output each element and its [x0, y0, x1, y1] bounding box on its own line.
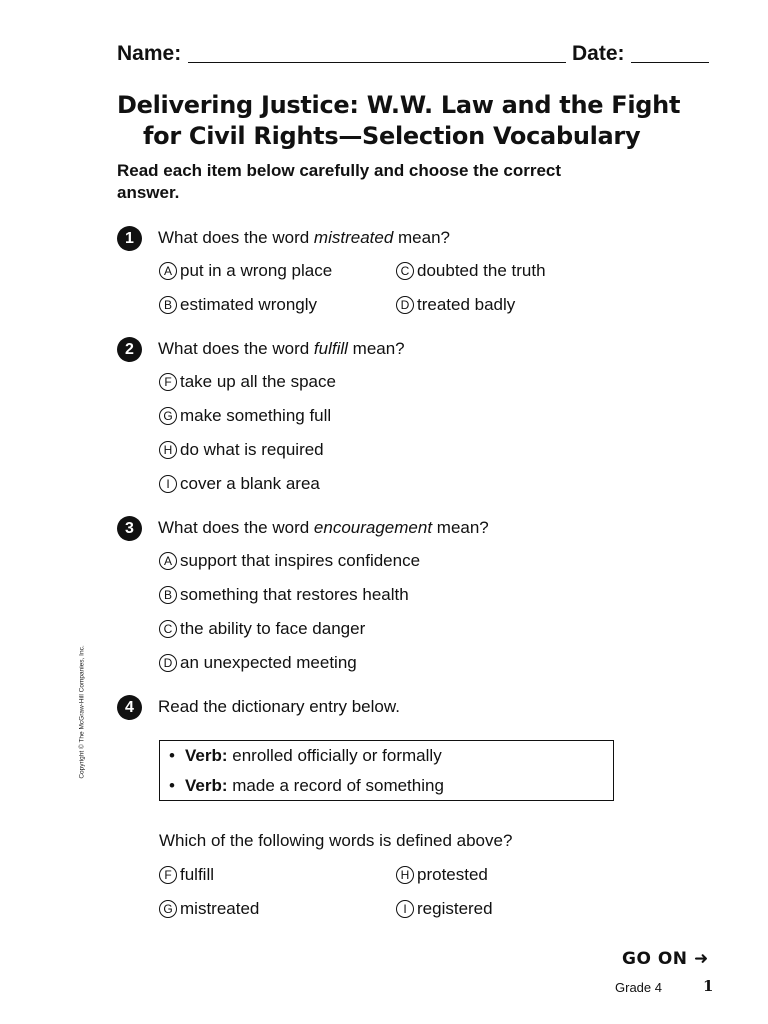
bullet-icon: •	[169, 746, 175, 765]
title-line-2: for Civil Rights—Selection Vocabulary	[143, 122, 641, 150]
answer-bubble-icon[interactable]: D	[396, 296, 414, 314]
question-number-4: 4	[117, 695, 142, 720]
option-1d[interactable]: D treated badly	[396, 294, 515, 316]
answer-bubble-icon[interactable]: I	[159, 475, 177, 493]
option-3b[interactable]: B something that restores health	[159, 584, 409, 606]
question-4-prompt: Read the dictionary entry below.	[158, 697, 400, 716]
instructions: Read each item below carefully and choose the correct answer.	[117, 161, 562, 202]
page-number: 1	[703, 977, 714, 995]
question-3-text: What does the word encouragement mean?	[158, 518, 489, 537]
answer-bubble-icon[interactable]: F	[159, 373, 177, 391]
name-label: Name:	[117, 42, 182, 65]
date-label: Date:	[572, 42, 625, 65]
question-1-text: What does the word mistreated mean?	[158, 228, 450, 247]
answer-bubble-icon[interactable]: B	[159, 296, 177, 314]
grade-label: Grade 4	[615, 980, 662, 995]
option-4h[interactable]: H protested	[396, 864, 488, 886]
bullet-icon: •	[169, 776, 175, 795]
option-4g[interactable]: G mistreated	[159, 898, 259, 920]
answer-bubble-icon[interactable]: C	[159, 620, 177, 638]
answer-bubble-icon[interactable]: G	[159, 407, 177, 425]
date-line[interactable]	[631, 62, 709, 63]
answer-bubble-icon[interactable]: H	[159, 441, 177, 459]
answer-bubble-icon[interactable]: A	[159, 552, 177, 570]
option-4i[interactable]: I registered	[396, 898, 493, 920]
option-1a[interactable]: A put in a wrong place	[159, 260, 332, 282]
option-4f[interactable]: F fulfill	[159, 864, 214, 886]
question-number-2: 2	[117, 337, 142, 362]
answer-bubble-icon[interactable]: I	[396, 900, 414, 918]
answer-bubble-icon[interactable]: F	[159, 866, 177, 884]
question-4-followup: Which of the following words is defined above?	[159, 831, 513, 850]
answer-bubble-icon[interactable]: G	[159, 900, 177, 918]
answer-bubble-icon[interactable]: C	[396, 262, 414, 280]
option-2f[interactable]: F take up all the space	[159, 371, 336, 393]
option-3c[interactable]: C the ability to face danger	[159, 618, 365, 640]
answer-bubble-icon[interactable]: B	[159, 586, 177, 604]
page-title	[117, 90, 717, 152]
option-3a[interactable]: A support that inspires confidence	[159, 550, 420, 572]
arrow-right-icon: ➜	[693, 949, 709, 969]
option-2h[interactable]: H do what is required	[159, 439, 324, 461]
option-2i[interactable]: I cover a blank area	[159, 473, 320, 495]
answer-bubble-icon[interactable]: A	[159, 262, 177, 280]
question-number-1: 1	[117, 226, 142, 251]
answer-bubble-icon[interactable]: D	[159, 654, 177, 672]
option-1c[interactable]: C doubted the truth	[396, 260, 546, 282]
question-number-3: 3	[117, 516, 142, 541]
dictionary-entry-box	[159, 740, 614, 801]
question-2-text: What does the word fulfill mean?	[158, 339, 405, 358]
go-on-indicator: GO ON ➜	[622, 949, 709, 969]
name-line[interactable]	[188, 62, 566, 63]
dictionary-entry-2: • Verb: made a record of something	[169, 776, 444, 795]
option-3d[interactable]: D an unexpected meeting	[159, 652, 357, 674]
dictionary-entry-1: • Verb: enrolled officially or formally	[169, 746, 442, 765]
title-line-1: Delivering Justice: W.W. Law and the Fight	[117, 91, 681, 119]
copyright-notice: Copyright © The McGraw-Hill Companies, Inc.	[78, 645, 86, 779]
option-2g[interactable]: G make something full	[159, 405, 331, 427]
answer-bubble-icon[interactable]: H	[396, 866, 414, 884]
option-1b[interactable]: B estimated wrongly	[159, 294, 317, 316]
